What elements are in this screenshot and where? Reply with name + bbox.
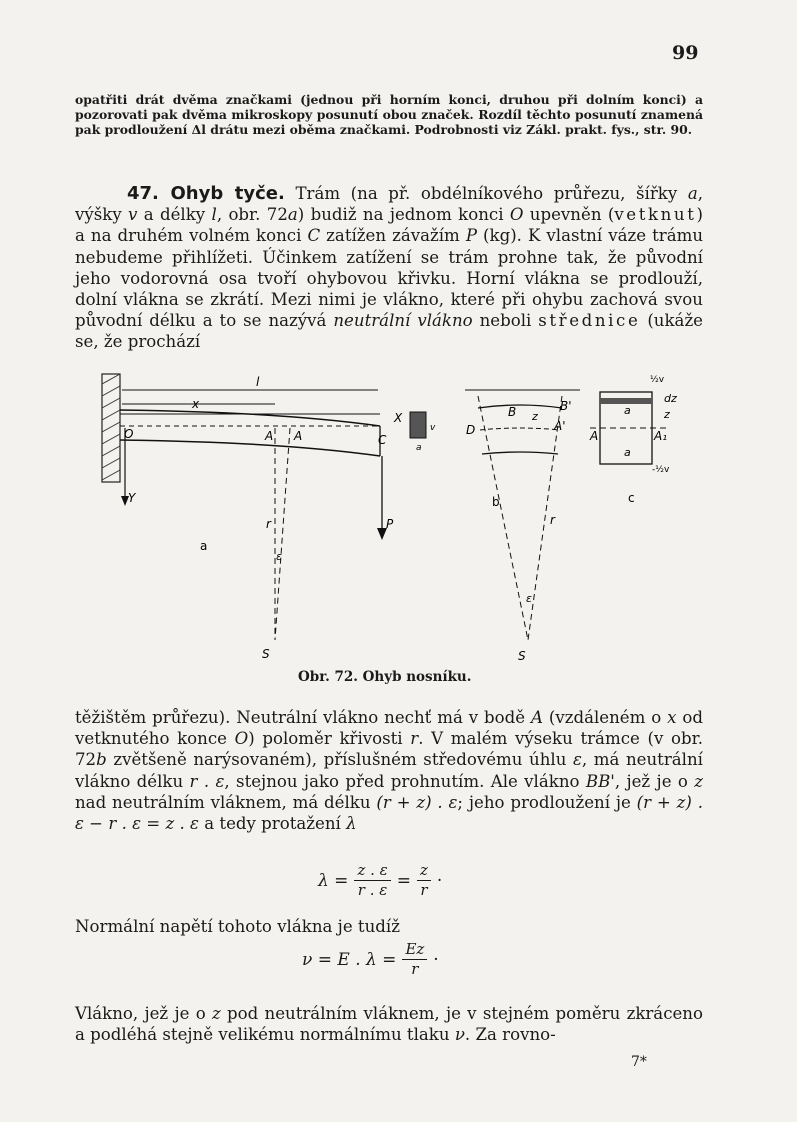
- denominator: r . ε: [357, 881, 388, 899]
- footnote-continuation: opatřiti drát dvěma značkami (jednou při horním konci, druhou při dolním konci) a pozorovati pak dvěma mikroskopy posunutí obou značek. Rozdíl těchto posunutí znamená pak prodloužení Δl drátu mezi oběma značkami. Podrobnosti viz Zákl. prakt. fys., str. 90.: [75, 92, 703, 137]
- text: . Za rovno-: [464, 1025, 556, 1045]
- var: v: [128, 205, 138, 225]
- text: (kg). K vlastní váze trámu nebudeme přihlížeti. Účinkem zatížení se trám prohne tak, že původní jeho vodorovná osa tvoří ohybovou křivku. Horní vlákna se prodlouží, dolní vlákna se zkrátí. Mezi nimi je vlákno, které při ohybu zachová svou původní délku a to se nazývá: [75, 226, 704, 331]
- page-number: 99: [672, 42, 699, 64]
- var: O: [509, 205, 524, 225]
- fraction: [417, 861, 431, 900]
- label-a-bot: a: [624, 446, 631, 459]
- numerator: z . ε: [354, 861, 390, 881]
- signature-mark: 7*: [631, 1054, 647, 1070]
- wall-hatch: [102, 374, 120, 480]
- label-A3: A: [590, 429, 599, 443]
- paragraph-compression: [75, 1003, 703, 1045]
- text: zvětšeně narýsovaném), příslušném středovému úhlu: [106, 750, 574, 770]
- label-b: b: [492, 495, 500, 509]
- segment-bottom-arc: [482, 452, 558, 454]
- text: Trám (na př. obdélníkového průřezu, šířky: [295, 184, 688, 203]
- spaced-term: střednice: [538, 311, 641, 331]
- var: z: [211, 1004, 221, 1023]
- formula-lhs: λ =: [318, 870, 349, 891]
- var: l: [211, 205, 217, 225]
- text: ) budiž na jednom konci: [297, 205, 510, 225]
- var: ν: [454, 1025, 465, 1045]
- section-heading: 47. Ohyb tyče.: [127, 183, 285, 204]
- label-x: x: [192, 397, 200, 411]
- label-half-v: ½v: [650, 375, 665, 385]
- text: , stejnou jako před prohnutím. Ale vlákno: [224, 771, 586, 791]
- var: z: [694, 771, 703, 791]
- beam-top: [120, 410, 380, 426]
- text: , má neutrální vlákno délku: [75, 750, 703, 791]
- var: x: [667, 708, 677, 727]
- text: a tedy protažení: [198, 814, 347, 834]
- numerator: z: [417, 861, 431, 881]
- segment-neutral-arc: [480, 428, 560, 430]
- label-A1: A: [294, 429, 303, 443]
- beam-bottom: [120, 440, 380, 456]
- label-X: X: [394, 411, 403, 425]
- paragraph-normal-stress: Normální napětí tohoto vlákna je tudíž: [75, 917, 400, 936]
- spaced-term: vetknut: [614, 205, 697, 225]
- label-eps: ε: [276, 550, 282, 563]
- radius-2: [275, 428, 290, 640]
- numerator: Ez: [402, 940, 427, 960]
- label-dz: dz: [664, 392, 677, 405]
- label-Bp: B': [560, 399, 572, 413]
- text: (vzdáleném o: [542, 708, 668, 727]
- expr: (r + z) . ε − r . ε = z . ε: [75, 792, 703, 834]
- fraction: [402, 940, 427, 979]
- text: , jež je o: [614, 771, 695, 791]
- label-r2: r: [550, 513, 555, 527]
- text: zatížen závažím: [320, 226, 466, 246]
- var: λ: [346, 814, 357, 834]
- formula-end: ·: [433, 949, 439, 970]
- figure-caption: Obr. 72. Ohyb nosníku.: [298, 669, 472, 685]
- var: C: [307, 226, 321, 246]
- var: P: [465, 226, 477, 246]
- var: r: [410, 729, 419, 749]
- denominator: r: [420, 881, 428, 899]
- figure-svg: [80, 368, 700, 668]
- paragraph-neutral-fiber: [75, 707, 703, 834]
- text: neboli: [472, 311, 539, 331]
- var: a: [287, 205, 298, 225]
- label-z2: z: [664, 408, 670, 421]
- label-B: B: [508, 405, 517, 419]
- segment-top-arc: [478, 405, 562, 408]
- label-a-top: a: [624, 404, 631, 417]
- text: Vlákno, jež je o: [75, 1004, 212, 1023]
- label-A: A: [265, 429, 274, 443]
- formula-stress: [302, 940, 439, 979]
- label-z: z: [532, 410, 538, 423]
- text: ) poloměr křivosti: [248, 729, 411, 749]
- segment-radius-left: [478, 396, 528, 640]
- text: pod neutrálním vláknem, je v stejném poměru zkráceno a podléhá stejně velikému normálnímu tlaku: [75, 1004, 703, 1045]
- fraction: [354, 861, 390, 900]
- term-neutral-fiber: neutrální vlákno: [333, 311, 473, 331]
- label-A4: A₁: [654, 429, 668, 443]
- text: ) a na druhém volném konci: [75, 205, 703, 246]
- label-C: C: [378, 433, 387, 447]
- label-S2: S: [518, 649, 526, 663]
- text: nad neutrálním vláknem, má délku: [75, 792, 377, 812]
- var: A: [530, 708, 543, 727]
- label-S: S: [262, 647, 270, 661]
- text: ; jeho prodloužení je: [457, 792, 637, 812]
- equals: =: [396, 870, 411, 891]
- label-D: D: [466, 423, 476, 437]
- text: od vetknutého konce: [75, 708, 703, 749]
- section-47: [75, 183, 703, 353]
- label-neg-half-v: -½v: [652, 465, 670, 475]
- beam-bending-figure: [80, 368, 700, 668]
- var: BB': [585, 771, 615, 791]
- var: b: [96, 750, 107, 770]
- text: a délky: [137, 205, 212, 225]
- text: , výšky: [75, 184, 703, 225]
- label-a-small: a: [416, 443, 422, 453]
- text: těžištěm průřezu). Neutrální vlákno nechť má v bodě: [75, 708, 531, 727]
- label-sub-a: a: [200, 539, 208, 553]
- expr: (r + z) . ε: [376, 792, 458, 812]
- var: ε: [573, 750, 582, 770]
- text: (ukáže se, že prochází: [75, 311, 704, 352]
- var: O: [234, 729, 249, 749]
- var: a: [687, 184, 698, 203]
- formula-lhs: ν = E . λ =: [302, 949, 397, 970]
- label-eps2: ε: [526, 592, 532, 605]
- text: upevněn (: [523, 205, 615, 225]
- label-l: l: [256, 375, 260, 389]
- label-v-small: v: [430, 423, 436, 433]
- label-c: c: [628, 491, 635, 505]
- wall: [102, 374, 120, 482]
- denominator: r: [411, 960, 419, 978]
- formula-end: ·: [436, 870, 443, 891]
- label-Ap: A': [554, 419, 566, 433]
- label-O: O: [124, 427, 134, 441]
- formula-strain: [318, 861, 442, 900]
- cross-section: [410, 412, 426, 438]
- expr: r . ε: [189, 771, 225, 791]
- text: , obr. 72: [216, 205, 288, 225]
- label-P: P: [386, 517, 394, 531]
- label-Y: Y: [128, 491, 136, 505]
- label-r: r: [266, 517, 271, 531]
- text: . V malém výseku trámce (v obr. 72: [75, 729, 703, 770]
